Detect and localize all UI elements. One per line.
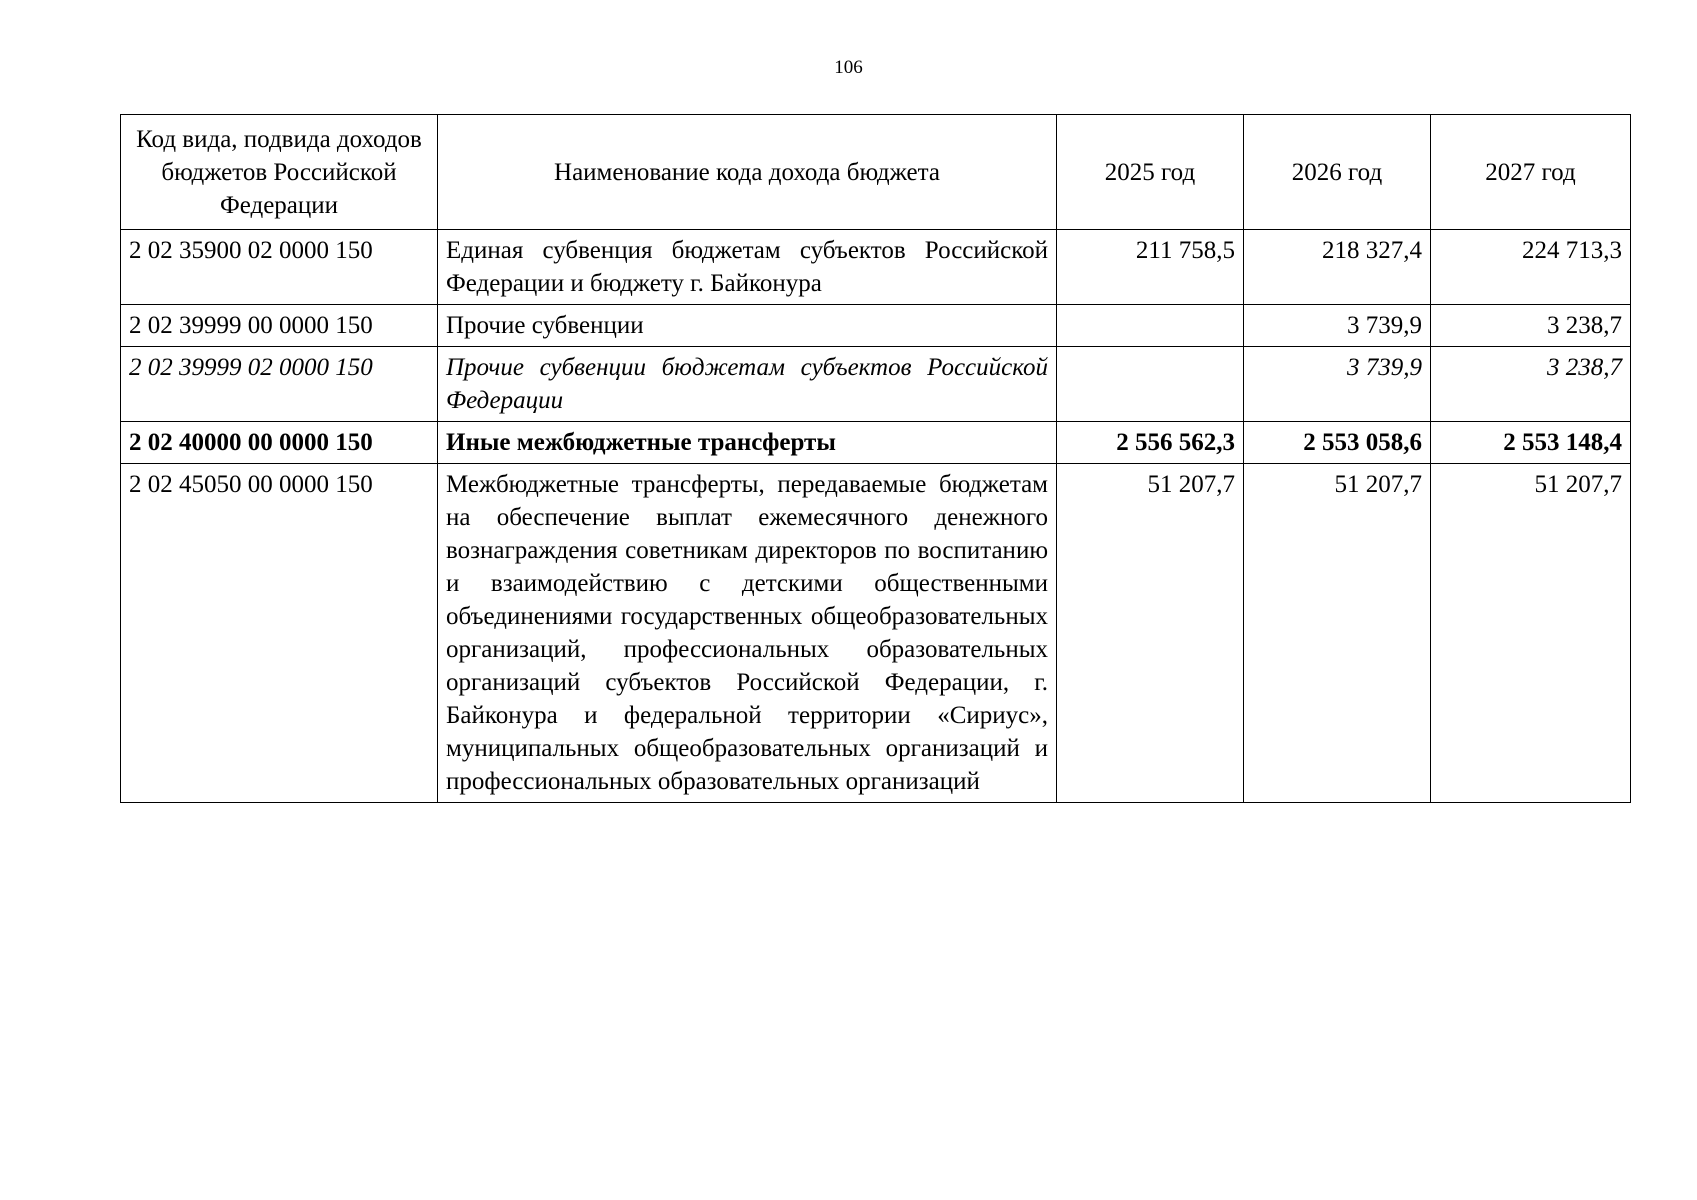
header-code: Код вида, подвида доходов бюджетов Российской Федерации xyxy=(121,115,438,230)
row-name: Межбюджетные трансферты, передаваемые бюджетам на обеспечение выплат ежемесячного денежного вознаграждения советникам директоров по воспитанию и взаимодействию с детскими общественными объединениями государственных общеобразовательных организаций, профессиональных образовательных организаций субъектов Российской Федерации, г. Байконура и федеральной территории «Сириус», муниципальных общеобразовательных организаций и профессиональных образовательных организаций xyxy=(438,464,1057,803)
row-value-2027: 224 713,3 xyxy=(1431,230,1631,305)
table-row xyxy=(121,230,1631,305)
row-value-2026: 3 739,9 xyxy=(1244,305,1431,347)
row-value-2025 xyxy=(1057,305,1244,347)
row-value-2027: 3 238,7 xyxy=(1431,305,1631,347)
row-value-2027: 3 238,7 xyxy=(1431,347,1631,422)
page-number: 106 xyxy=(834,57,863,78)
budget-income-table xyxy=(120,114,1631,803)
row-value-2026: 51 207,7 xyxy=(1244,464,1431,803)
table-header-row xyxy=(121,115,1631,230)
header-name: Наименование кода дохода бюджета xyxy=(438,115,1057,230)
header-2027: 2027 год xyxy=(1431,115,1631,230)
row-code: 2 02 39999 02 0000 150 xyxy=(121,347,438,422)
row-value-2026: 2 553 058,6 xyxy=(1244,422,1431,464)
row-value-2025: 211 758,5 xyxy=(1057,230,1244,305)
row-value-2026: 3 739,9 xyxy=(1244,347,1431,422)
row-code: 2 02 40000 00 0000 150 xyxy=(121,422,438,464)
table-row xyxy=(121,422,1631,464)
row-value-2025: 51 207,7 xyxy=(1057,464,1244,803)
row-value-2025 xyxy=(1057,347,1244,422)
row-value-2025: 2 556 562,3 xyxy=(1057,422,1244,464)
table-row xyxy=(121,305,1631,347)
row-value-2027: 51 207,7 xyxy=(1431,464,1631,803)
table-row xyxy=(121,464,1631,803)
row-code: 2 02 35900 02 0000 150 xyxy=(121,230,438,305)
row-value-2027: 2 553 148,4 xyxy=(1431,422,1631,464)
row-name: Прочие субвенции xyxy=(438,305,1057,347)
row-name: Единая субвенция бюджетам субъектов Российской Федерации и бюджету г. Байконура xyxy=(438,230,1057,305)
table-row xyxy=(121,347,1631,422)
header-2026: 2026 год xyxy=(1244,115,1431,230)
row-code: 2 02 45050 00 0000 150 xyxy=(121,464,438,803)
row-name: Прочие субвенции бюджетам субъектов Российской Федерации xyxy=(438,347,1057,422)
header-2025: 2025 год xyxy=(1057,115,1244,230)
row-value-2026: 218 327,4 xyxy=(1244,230,1431,305)
row-name: Иные межбюджетные трансферты xyxy=(438,422,1057,464)
row-code: 2 02 39999 00 0000 150 xyxy=(121,305,438,347)
